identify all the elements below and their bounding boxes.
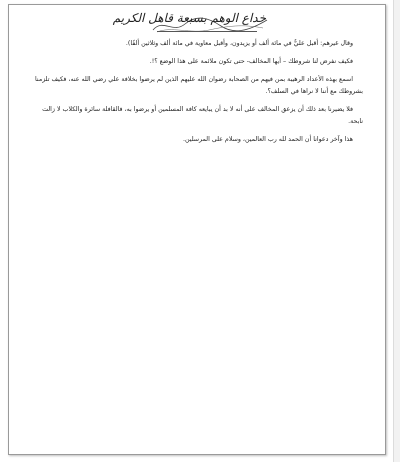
vertical-scrollbar[interactable]	[393, 0, 400, 462]
paragraph-2: فكيف نفرض لنا شروطك – أيها المخالف- حتى تكون ملائمة على هذا الوضع ؟!.	[149, 58, 353, 65]
header-title: خداع الوهم بسبعة قاهل الكريم	[112, 11, 266, 25]
paragraph-4: فلا يضيرنا بعد ذلك أن يزعق المخالف على أنه لا بد أن يبايعه كافة المسلمين أو يرضوا به، فالقافلة سائرة والكلاب لا زالت نابحة.	[42, 106, 363, 125]
paragraph-1: وقال غيرهم: أقبل عليٌّ في مائة ألف أو يزيدون، وأقبل معاوية في مائة ألف وثلاثين ألفًا).	[125, 40, 353, 47]
paragraph-3: اسمع بهذه الأعداد الرهيبة بمن فيهم من الصحابة رضوان الله عليهم الذين لم يرضوا بخلافة علي رضي الله عنه، فكيف تلزمنا بشروطك مع أننا لا نراها في السلف؟.	[35, 76, 363, 95]
document-body	[35, 38, 363, 150]
paragraph-5: هذا وآخر دعوانا أن الحمد لله رب العالمين، وسلام على المرسلين.	[183, 136, 353, 143]
document-page	[8, 4, 386, 455]
header-rule	[157, 31, 257, 32]
